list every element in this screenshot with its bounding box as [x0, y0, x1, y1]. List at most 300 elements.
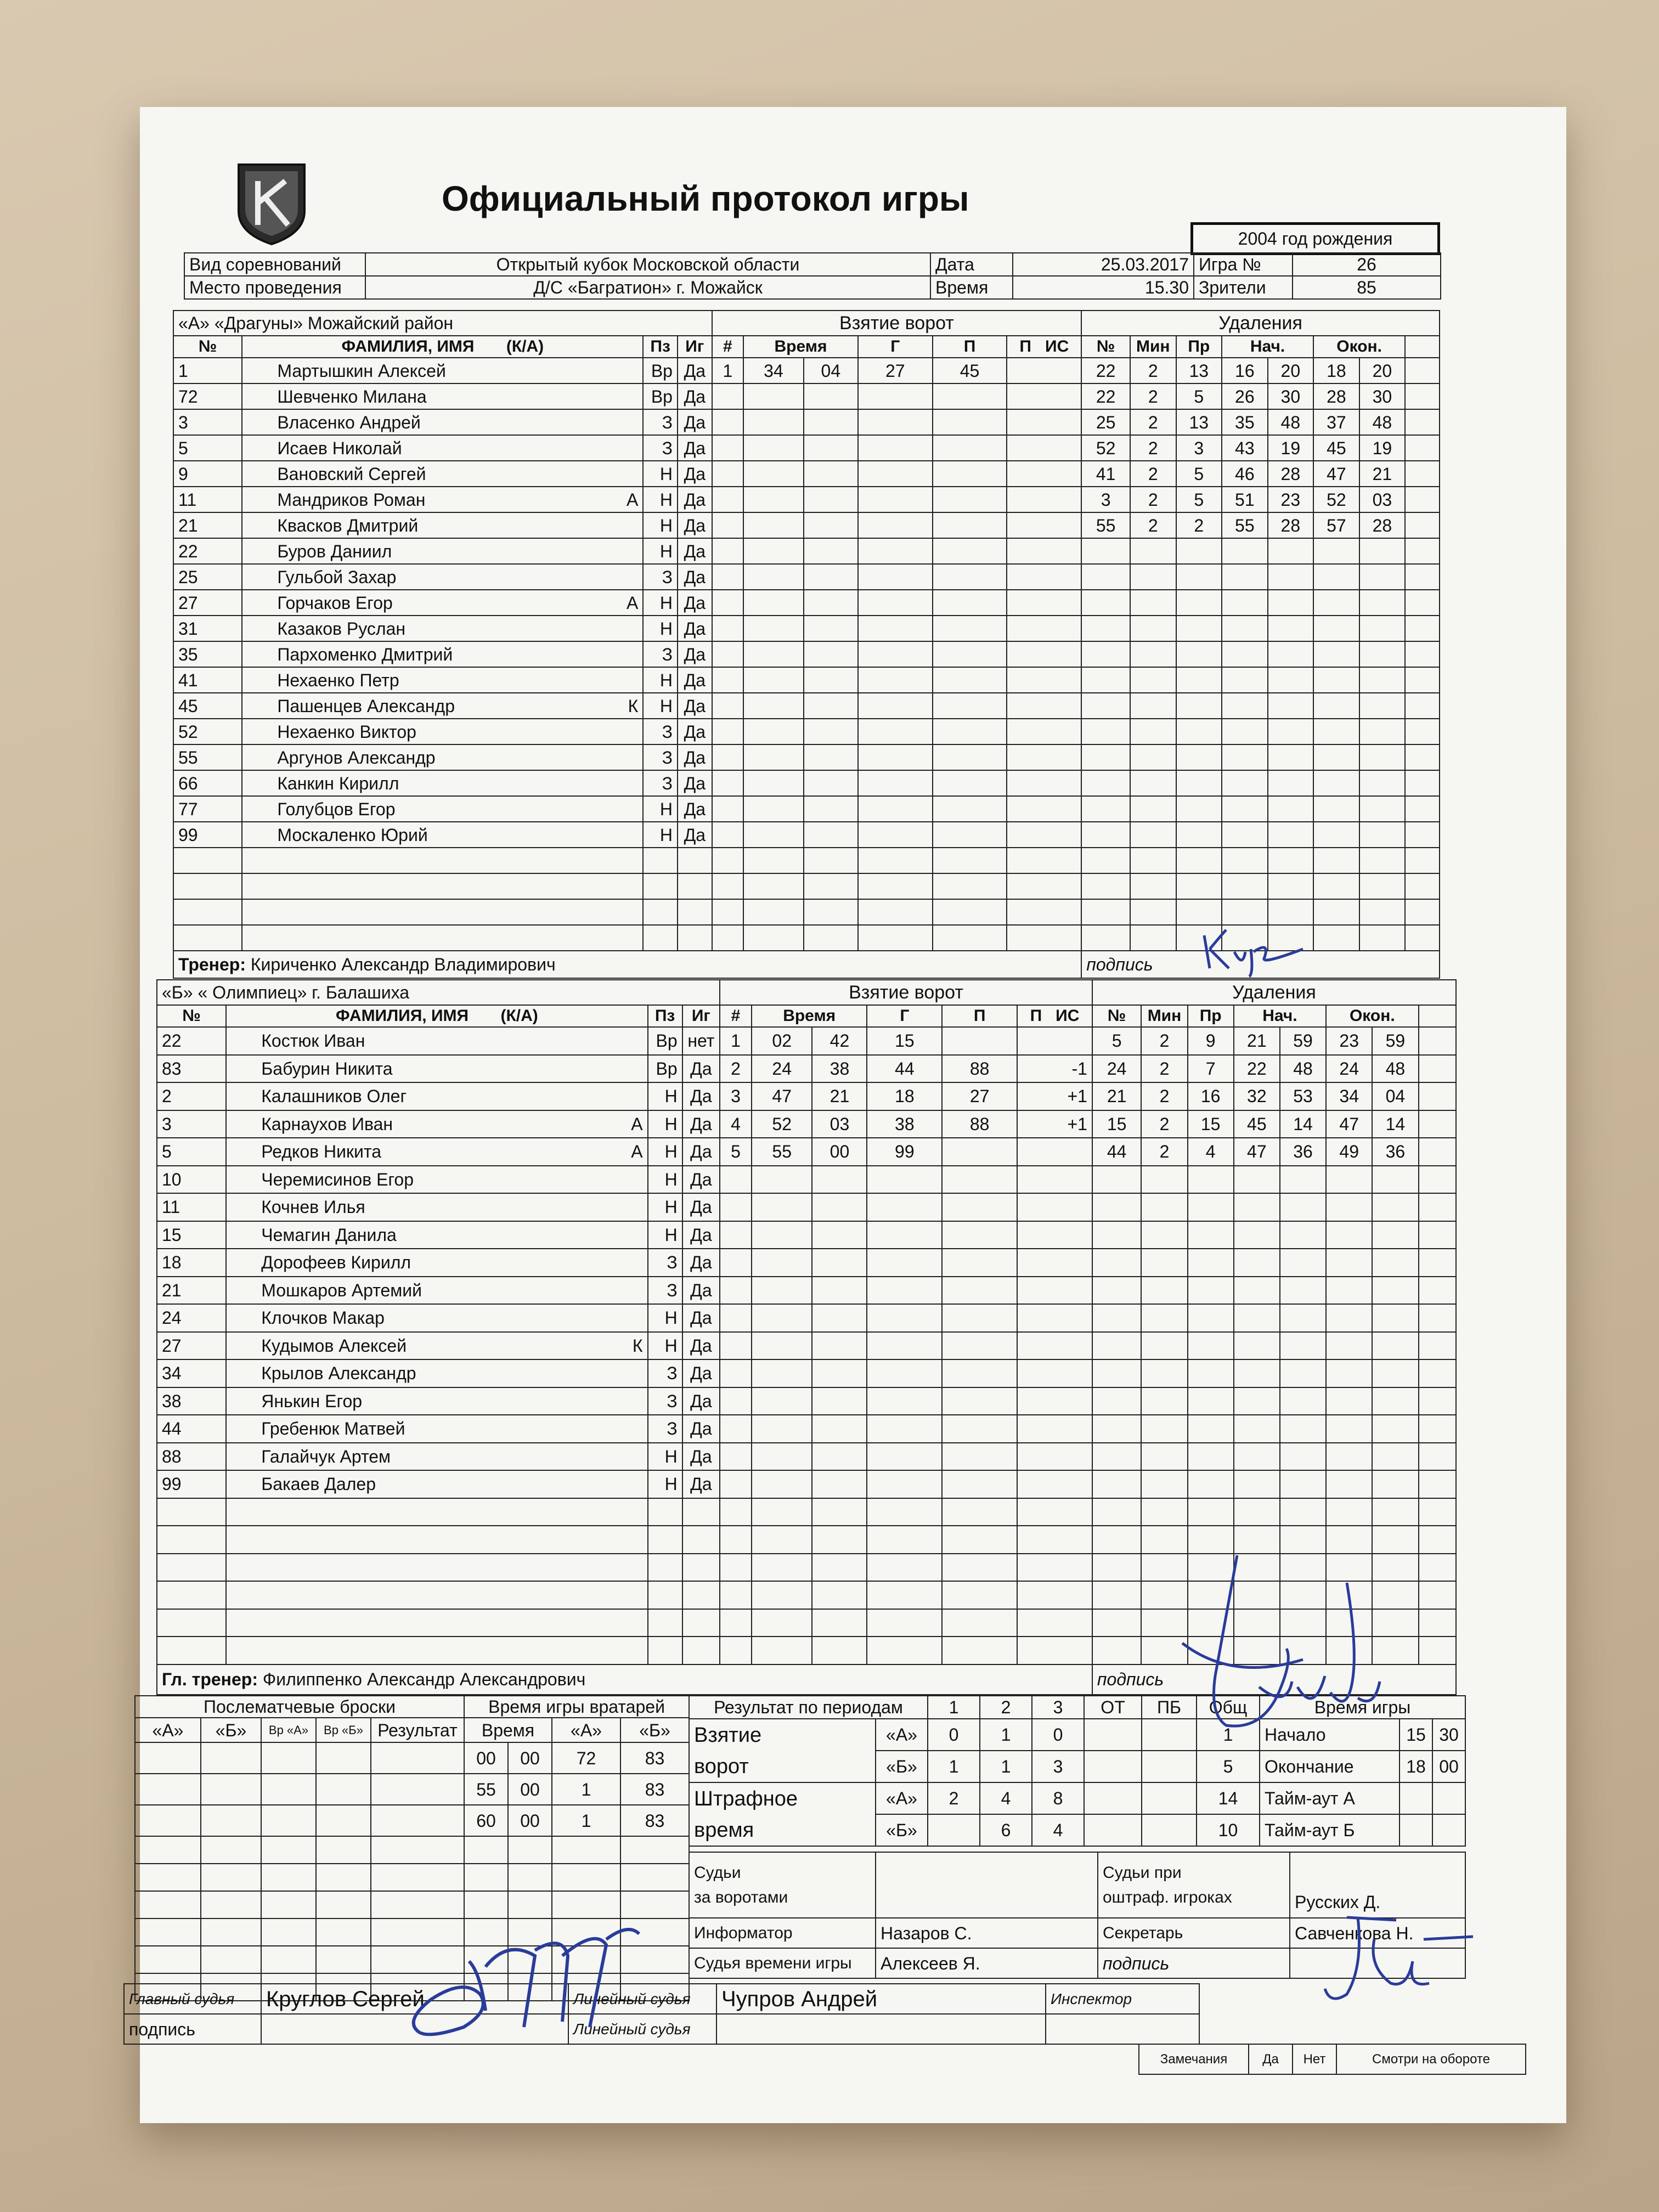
goal-scorer: [858, 693, 933, 719]
goal-strength: [1007, 719, 1081, 744]
player-name: Нехаенко Виктор: [277, 721, 416, 742]
goal-strength: [1007, 744, 1081, 770]
player-played: [682, 1581, 720, 1609]
penalty-end-sec: 48: [1372, 1055, 1418, 1083]
penalty-player: 44: [1092, 1138, 1141, 1166]
goal-minute: [743, 564, 804, 590]
player-played: [682, 1526, 720, 1554]
player-played: [682, 1554, 720, 1582]
penalty-start-min: [1222, 693, 1268, 719]
player-number: 25: [173, 564, 242, 590]
goal-number: [712, 383, 743, 409]
goal-second: [812, 1359, 867, 1387]
penalty-end-sec: [1372, 1166, 1418, 1194]
penalty-start-sec: [1268, 796, 1314, 822]
table-row: [157, 1304, 1456, 1332]
goal-second: [812, 1277, 867, 1305]
penalty-player: 52: [1081, 435, 1130, 461]
penalty-end-min: [1313, 616, 1359, 641]
penalty-reason: 2: [1176, 512, 1222, 538]
penalty-minutes: 2: [1141, 1027, 1187, 1055]
period-value: [1084, 1782, 1142, 1814]
goal-second: [804, 744, 858, 770]
player-name-cell: [242, 435, 643, 461]
period-total-value: 1: [1197, 1719, 1260, 1751]
goal-minute: [752, 1609, 812, 1637]
player-name: Буров Даниил: [277, 541, 392, 561]
player-role: К: [632, 1335, 643, 1356]
goal-judges-line1: Судьи: [694, 1864, 741, 1882]
goal-minute: [752, 1304, 812, 1332]
col-pen-pr: Пр: [1176, 336, 1222, 358]
goal-assist: [942, 1415, 1017, 1443]
goal-strength: [1017, 1470, 1092, 1498]
player-position: З: [648, 1249, 682, 1277]
player-position: [643, 925, 678, 951]
penalty-end-sec: [1372, 1332, 1418, 1360]
player-played: [678, 848, 712, 873]
period-team-tag: «Б»: [876, 1814, 928, 1846]
goal-second: 04: [804, 358, 858, 383]
player-name-cell: [226, 1443, 647, 1471]
goal-number: [720, 1498, 752, 1526]
page-title: Официальный протокол игры: [442, 179, 969, 218]
goal-assist: [942, 1304, 1017, 1332]
penalty-start-sec: [1268, 873, 1314, 899]
penalty-end-min: 23: [1326, 1027, 1372, 1055]
shootout-cell: [135, 1891, 201, 1918]
chief-ref-signature: [398, 1917, 672, 2049]
spacer-cell: [1419, 1166, 1457, 1194]
goal-scorer: [858, 564, 933, 590]
player-played: Да: [678, 796, 712, 822]
table-row: [157, 1110, 1456, 1138]
period-value: 3: [1032, 1751, 1084, 1782]
penalty-minutes: [1141, 1166, 1187, 1194]
table-row: [157, 1221, 1456, 1249]
penalty-minutes: 2: [1141, 1082, 1187, 1110]
goal-minute: [752, 1277, 812, 1305]
goal-second: 21: [812, 1082, 867, 1110]
table-row: [157, 1332, 1456, 1360]
start-hour: 15: [1400, 1719, 1432, 1751]
penalty-start-min: [1222, 616, 1268, 641]
player-played: Да: [678, 822, 712, 848]
spacer-cell: [1405, 796, 1440, 822]
col-pen-min: Мин: [1141, 1005, 1187, 1027]
penalty-end-min: [1313, 925, 1359, 951]
penalty-player: [1081, 616, 1130, 641]
spacer-cell: [1405, 719, 1440, 744]
goal-assist: [933, 435, 1007, 461]
goal-second: [804, 409, 858, 435]
spacer-cell: [1419, 1277, 1457, 1305]
penalty-player: [1092, 1304, 1141, 1332]
penalty-minutes: [1141, 1526, 1187, 1554]
spacer-cell: [1405, 616, 1440, 641]
gk-team-b: 83: [620, 1805, 689, 1836]
penalty-end-min: [1313, 873, 1359, 899]
penalty-minutes: [1141, 1498, 1187, 1526]
player-name-cell: [226, 1221, 647, 1249]
remarks-see-back: Смотри на обороте: [1336, 2044, 1526, 2074]
spacer-cell: [1419, 1359, 1457, 1387]
team-a-pen-title: Удаления: [1081, 311, 1440, 336]
secretary: Савченкова Н.: [1290, 1918, 1465, 1948]
player-name: Дорофеев Кирилл: [261, 1252, 411, 1273]
penalty-start-min: [1222, 667, 1268, 693]
goal-assist: [933, 487, 1007, 512]
goal-second: 03: [812, 1110, 867, 1138]
goal-number: [720, 1387, 752, 1415]
player-position: [643, 899, 678, 925]
penalty-start-min: 35: [1222, 409, 1268, 435]
player-name: Пашенцев Александр: [277, 696, 455, 716]
penalty-end-min: [1313, 796, 1359, 822]
player-played: Да: [678, 435, 712, 461]
goal-second: [804, 899, 858, 925]
table-row: [689, 1782, 1465, 1814]
goal-second: [812, 1193, 867, 1221]
col-goal-is: [1017, 1005, 1092, 1027]
player-number: 99: [157, 1470, 226, 1498]
player-number: 3: [173, 409, 242, 435]
end-minute: 00: [1432, 1751, 1465, 1782]
penalty-end-sec: 48: [1359, 409, 1406, 435]
penalty-player: [1081, 873, 1130, 899]
player-played: Да: [682, 1443, 720, 1471]
goal-scorer: [858, 590, 933, 616]
penalty-minutes: 2: [1130, 383, 1176, 409]
period-total-value: 10: [1197, 1814, 1260, 1846]
goal-minute: [743, 383, 804, 409]
shootout-cell: [201, 1836, 261, 1864]
goal-judges-value: [876, 1852, 1098, 1918]
penalty-end-sec: 59: [1372, 1027, 1418, 1055]
penalty-end-min: 24: [1326, 1055, 1372, 1083]
penalty-start-sec: [1280, 1304, 1326, 1332]
goal-scorer: [867, 1249, 942, 1277]
shootout-cell: [201, 1864, 261, 1891]
player-position: Н: [643, 796, 678, 822]
goal-assist: [942, 1443, 1017, 1471]
player-played: Да: [682, 1359, 720, 1387]
time-label: Время: [930, 276, 1013, 299]
penalty-reason: 5: [1176, 487, 1222, 512]
penalty-end-sec: 21: [1359, 461, 1406, 487]
penalty-start-min: [1222, 538, 1268, 564]
penalty-start-min: 16: [1222, 358, 1268, 383]
team-a-section: [173, 310, 1440, 979]
penalty-start-sec: [1268, 564, 1314, 590]
player-name-cell: [226, 1554, 647, 1582]
penalty-reason: [1176, 667, 1222, 693]
penalty-start-sec: [1280, 1415, 1326, 1443]
player-name-cell: [226, 1526, 647, 1554]
spacer-cell: [1405, 487, 1440, 512]
penalty-minutes: [1141, 1415, 1187, 1443]
penalty-minutes: 2: [1141, 1055, 1187, 1083]
penalty-end-min: [1313, 848, 1359, 873]
penalty-minutes: [1141, 1249, 1187, 1277]
player-number: 41: [173, 667, 242, 693]
col-no: №: [157, 1005, 226, 1027]
date-label: Дата: [930, 253, 1013, 276]
shootout-cell: [201, 1918, 261, 1946]
col-name: [242, 336, 643, 358]
period-value: 8: [1032, 1782, 1084, 1814]
table-row: [173, 848, 1440, 873]
period-value: 4: [1032, 1814, 1084, 1846]
table-row: [689, 1751, 1465, 1782]
linesman2-label: Линейный судья: [568, 2014, 716, 2044]
goal-number: [712, 590, 743, 616]
gk-minute: 00: [464, 1742, 508, 1774]
penalty-minutes: [1141, 1470, 1187, 1498]
player-name-cell: [226, 1332, 647, 1360]
goal-assist: [942, 1554, 1017, 1582]
penalty-end-min: [1326, 1470, 1372, 1498]
chief-ref-label: Главный судья: [124, 1984, 261, 2014]
penalty-start-sec: [1268, 538, 1314, 564]
shootout-cell: [261, 1918, 316, 1946]
shootout-cell: [316, 1836, 371, 1864]
goal-number: [712, 487, 743, 512]
goal-minute: [752, 1415, 812, 1443]
period-value: [1084, 1719, 1142, 1751]
penalty-end-sec: 20: [1359, 358, 1406, 383]
goal-assist: [942, 1609, 1017, 1637]
player-played: Да: [678, 487, 712, 512]
remarks-yes: Да: [1249, 2044, 1293, 2074]
penalty-end-min: [1326, 1332, 1372, 1360]
player-number: 83: [157, 1055, 226, 1083]
table-row: [135, 1864, 689, 1891]
goal-scorer: [867, 1526, 942, 1554]
player-role: А: [626, 489, 639, 510]
player-number: [157, 1498, 226, 1526]
penalty-end-min: [1313, 744, 1359, 770]
shootout-cell: [316, 1946, 371, 1973]
player-name-cell: [242, 770, 643, 796]
goal-strength: [1007, 693, 1081, 719]
penalty-reason: 9: [1188, 1027, 1234, 1055]
player-name: Чемагин Данила: [261, 1224, 397, 1245]
table-row: [157, 1027, 1456, 1055]
goal-assist: [933, 409, 1007, 435]
goal-scorer: [858, 616, 933, 641]
penalty-player: [1081, 899, 1130, 925]
penalty-minutes: [1130, 796, 1176, 822]
player-number: [173, 899, 242, 925]
penalty-end-min: [1326, 1304, 1372, 1332]
penalty-end-sec: [1359, 796, 1406, 822]
team-a-coach-label: Тренер:: [178, 955, 246, 974]
penalty-reason: [1188, 1304, 1234, 1332]
col-pz: Пз: [643, 336, 678, 358]
goal-number: [712, 564, 743, 590]
player-name: Гребенюк Матвей: [261, 1419, 405, 1439]
goal-second: [804, 616, 858, 641]
period-row-label: Штрафное: [689, 1782, 876, 1814]
goal-number: [712, 873, 743, 899]
gk-second: [508, 1891, 552, 1918]
period-value: [928, 1814, 980, 1846]
penalty-minutes: 2: [1141, 1138, 1187, 1166]
team-b-goals-title: Взятие ворот: [720, 980, 1092, 1005]
shootout-cell: [201, 1946, 261, 1973]
player-name-cell: [242, 409, 643, 435]
goal-scorer: [867, 1359, 942, 1387]
penalty-end-min: [1326, 1277, 1372, 1305]
shootout-cell: [135, 1864, 201, 1891]
penalty-start-sec: 28: [1268, 512, 1314, 538]
team-b-sign-label: подпись: [1092, 1664, 1456, 1695]
goal-assist: [933, 719, 1007, 744]
penalty-end-min: [1313, 564, 1359, 590]
player-position: Н: [643, 512, 678, 538]
player-number: 38: [157, 1387, 226, 1415]
col-goal-g: Г: [867, 1005, 942, 1027]
player-number: 45: [173, 693, 242, 719]
penalty-minutes: 2: [1130, 409, 1176, 435]
player-number: [157, 1526, 226, 1554]
goal-second: [804, 641, 858, 667]
period-value: 1: [980, 1719, 1032, 1751]
goal-scorer: [858, 796, 933, 822]
goal-strength: [1017, 1387, 1092, 1415]
goal-second: 38: [812, 1055, 867, 1083]
goal-strength: [1017, 1304, 1092, 1332]
penalty-player: [1092, 1277, 1141, 1305]
shootout-cell: [371, 1864, 464, 1891]
goal-scorer: [867, 1498, 942, 1526]
penalty-reason: 13: [1176, 409, 1222, 435]
penalty-end-min: 28: [1313, 383, 1359, 409]
goal-strength: [1007, 564, 1081, 590]
penalty-minutes: [1130, 899, 1176, 925]
table-row: [173, 409, 1440, 435]
goal-strength: [1007, 796, 1081, 822]
goal-minute: [743, 693, 804, 719]
player-name-cell: [226, 1387, 647, 1415]
goal-scorer: 27: [858, 358, 933, 383]
penalty-minutes: [1141, 1443, 1187, 1471]
penalty-end-min: [1326, 1387, 1372, 1415]
goal-strength: [1017, 1138, 1092, 1166]
penalty-player: 25: [1081, 409, 1130, 435]
penalty-start-min: [1222, 744, 1268, 770]
penalty-end-sec: [1359, 770, 1406, 796]
goal-number: [720, 1359, 752, 1387]
table-row: [173, 616, 1440, 641]
penalty-minutes: [1141, 1193, 1187, 1221]
goal-minute: [743, 770, 804, 796]
penalty-start-sec: 48: [1280, 1055, 1326, 1083]
goal-assist: [942, 1138, 1017, 1166]
period-team-tag: «А»: [876, 1782, 928, 1814]
goal-number: 4: [720, 1110, 752, 1138]
goal-minute: [743, 590, 804, 616]
goal-scorer: [867, 1166, 942, 1194]
penalty-reason: [1188, 1277, 1234, 1305]
goal-assist: [933, 693, 1007, 719]
goal-second: [812, 1526, 867, 1554]
penalty-minutes: [1130, 538, 1176, 564]
penalty-reason: [1188, 1387, 1234, 1415]
player-name-cell: [242, 461, 643, 487]
table-row: [157, 1166, 1456, 1194]
goal-minute: [743, 848, 804, 873]
penalty-reason: [1176, 641, 1222, 667]
penalty-player: [1092, 1415, 1141, 1443]
goal-strength: [1017, 1277, 1092, 1305]
penalty-start-sec: 19: [1268, 435, 1314, 461]
goal-assist: [933, 770, 1007, 796]
penalty-end-sec: [1359, 822, 1406, 848]
penalty-start-min: [1222, 796, 1268, 822]
table-row: [157, 1359, 1456, 1387]
goal-assist: 45: [933, 358, 1007, 383]
player-name-cell: [242, 796, 643, 822]
player-number: 11: [157, 1193, 226, 1221]
player-name-cell: [226, 1082, 647, 1110]
informer-label: Информатор: [689, 1918, 876, 1948]
goal-strength: [1007, 358, 1081, 383]
goal-second: [812, 1581, 867, 1609]
player-name-cell: [226, 1470, 647, 1498]
player-position: Н: [648, 1082, 682, 1110]
goal-strength: [1017, 1443, 1092, 1471]
player-position: З: [643, 744, 678, 770]
spacer-cell: [1419, 1470, 1457, 1498]
player-name: Янькин Егор: [261, 1391, 363, 1411]
remarks-no: Нет: [1293, 2044, 1336, 2074]
goal-number: [720, 1526, 752, 1554]
goal-assist: [942, 1470, 1017, 1498]
penalty-start-min: 47: [1234, 1138, 1280, 1166]
penalty-start-sec: [1268, 719, 1314, 744]
period-pb: ПБ: [1142, 1696, 1197, 1719]
penalty-minutes: 2: [1130, 435, 1176, 461]
period-team-tag: «Б»: [876, 1751, 928, 1782]
shootout-cell: [371, 1805, 464, 1836]
player-number: 5: [157, 1138, 226, 1166]
penalty-start-min: [1234, 1304, 1280, 1332]
penalty-reason: [1188, 1332, 1234, 1360]
shootout-cell: [261, 1864, 316, 1891]
player-position: З: [648, 1415, 682, 1443]
shootout-cell: [371, 1774, 464, 1805]
goal-scorer: [858, 538, 933, 564]
player-number: 99: [173, 822, 242, 848]
spectators-value: 85: [1293, 276, 1441, 299]
player-number: 55: [173, 744, 242, 770]
col-ig: Иг: [678, 336, 712, 358]
shootout-cell: [316, 1805, 371, 1836]
penalty-start-min: [1234, 1415, 1280, 1443]
goal-assist: [942, 1277, 1017, 1305]
penalty-player: 41: [1081, 461, 1130, 487]
penalty-end-sec: [1359, 744, 1406, 770]
player-number: 11: [173, 487, 242, 512]
shootout-cell: [316, 1742, 371, 1774]
player-name-cell: [242, 848, 643, 873]
penalty-player: [1092, 1637, 1141, 1664]
player-position: Н: [643, 693, 678, 719]
player-played: Да: [682, 1332, 720, 1360]
goal-number: 1: [712, 358, 743, 383]
